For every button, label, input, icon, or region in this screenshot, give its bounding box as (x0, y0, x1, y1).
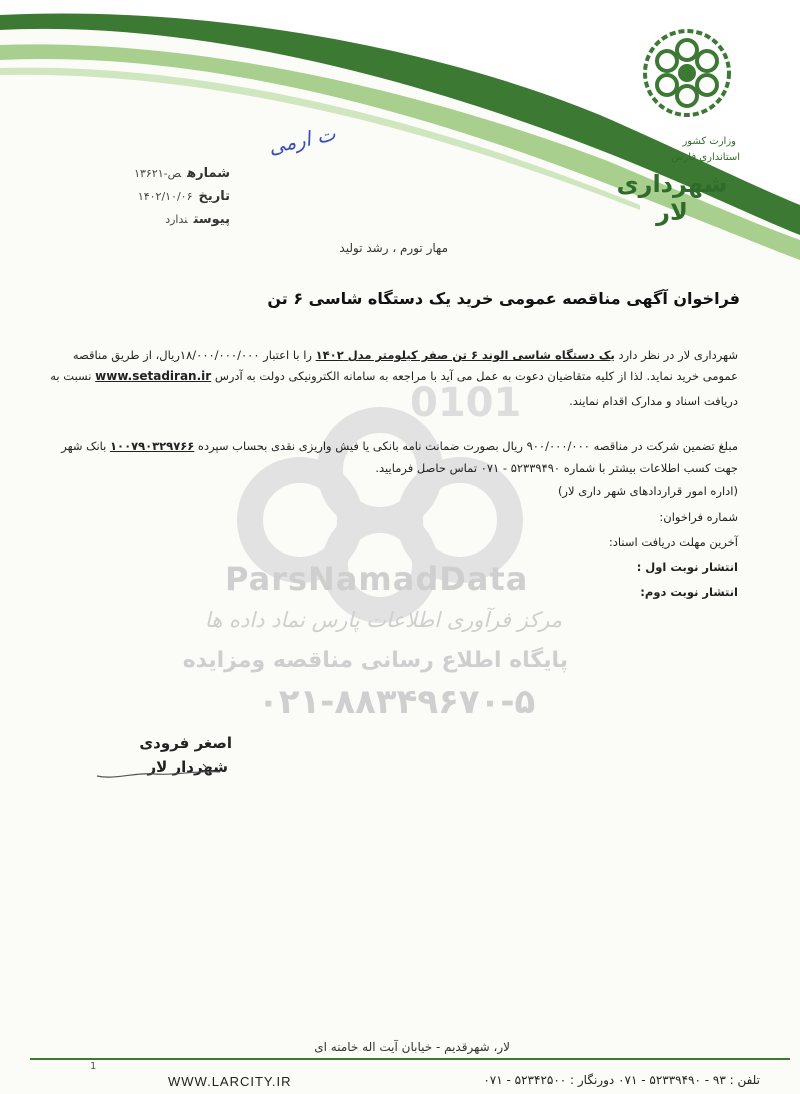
footer-website[interactable]: WWW.LARCITY.IR (168, 1074, 292, 1089)
municipality-logo (600, 18, 780, 226)
slogan: مهار تورم ، رشد تولید (339, 241, 448, 255)
deadline: آخرین مهلت دریافت اسناد: (608, 535, 738, 549)
tender-number: شماره فراخوان: (659, 510, 738, 524)
footer-address: لار، شهرقدیم - خیابان آیت اله خامنه ای (314, 1040, 510, 1054)
watermark-line1: مرکز فرآوری اطلاعات پارس نماد داده ها (204, 608, 562, 632)
setad-link[interactable]: www.setadiran.ir (95, 369, 212, 383)
governorate-label: استانداری فارس (671, 152, 740, 163)
municipality-name: شهرداری لار (616, 170, 728, 226)
body-line-1: شهرداری لار در نظر دارد یک دستگاه شاسی الوند ۶ تن صفر کیلومتر مدل ۱۴۰۲ را با اعتبار ۱۸/۰۰۰/۰۰۰/۰۰۰ریال، از طریق مناقصه (72, 348, 738, 362)
body-line-3: دریافت اسناد و مدارک اقدام نمایند. (569, 394, 738, 408)
signatory-role: شهردار لار (147, 758, 228, 776)
letter-date: تاریخ۱۴۰۲/۱۰/۰۶ (137, 189, 230, 204)
handwritten-note: ت ارمی (266, 121, 338, 159)
letter-attachment: پیوستندارد (165, 212, 230, 227)
signature-scribble-icon (95, 760, 235, 790)
watermark-phone: ۰۲۱-۸۸۳۴۹۶۷۰-۵ (258, 682, 536, 722)
publication-second: انتشار نوبت دوم: (640, 585, 738, 599)
page-number: 1 (90, 1061, 97, 1072)
footer-contact: تلفن : ۹۳ - ۵۲۳۳۹۴۹۰ - ۰۷۱ دورنگار : ۵۲۳۴۲۵۰۰ - ۰۷۱ (483, 1073, 760, 1087)
body-line-6: (اداره امور قراردادهای شهر داری لار) (557, 484, 738, 498)
document-title: فراخوان آگهی مناقصه عمومی خرید یک دستگاه شاسی ۶ تن (267, 289, 740, 308)
body-line-5: جهت کسب اطلاعات بیشتر با شماره ۵۲۳۳۹۴۹۰ - ۰۷۱ تماس حاصل فرمایید. (375, 461, 738, 475)
watermark-line2: پایگاه اطلاع رسانی مناقصه ومزایده (182, 648, 568, 673)
ministry-label: وزارت کشور (682, 136, 736, 147)
publication-first: انتشار نوبت اول : (636, 560, 738, 574)
watermark-brand: ParsNamadData (225, 560, 529, 598)
letter-number: شمارهص-۱۳۶۲۱ (134, 166, 230, 181)
footer-divider (30, 1058, 790, 1060)
body-line-2: عمومی خرید نماید. لذا از کلیه متقاضیان دعوت به عمل می آید با مراجعه به سامانه الکترونیکی دولت به آدرس www.setadiran.ir نسبت به (50, 369, 738, 383)
flower-emblem-icon (642, 28, 732, 118)
body-line-4: مبلغ تضمین شرکت در مناقصه ۹۰۰/۰۰۰/۰۰۰ ریال بصورت ضمانت نامه بانکی یا فیش واریزی نقدی بحساب سپرده ۱۰۰۷۹۰۳۲۹۷۶۶ بانک شهر (61, 439, 738, 453)
watermark-digits: 0101 (410, 380, 522, 426)
signatory-name: اصغر فرودی (139, 734, 232, 752)
